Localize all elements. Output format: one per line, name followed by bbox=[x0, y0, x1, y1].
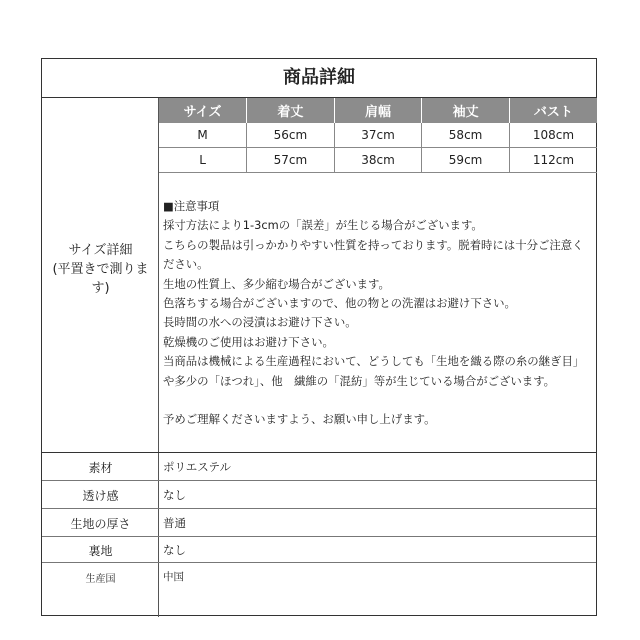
notes-line: ださい。 bbox=[163, 257, 209, 272]
notes-heading: ■注意事項 bbox=[163, 199, 220, 213]
detail-value-sheerness: なし bbox=[163, 488, 186, 502]
divider bbox=[42, 452, 596, 453]
notes-line: 採寸方法により1-3cmの「誤差」が生じる場合がございます。 bbox=[163, 218, 483, 233]
header-size: サイズ bbox=[159, 98, 247, 123]
table-cell: 57cm bbox=[247, 148, 335, 173]
detail-label-material: 素材 bbox=[88, 461, 113, 475]
detail-label-thickness: 生地の厚さ bbox=[70, 517, 131, 531]
table-cell: 38cm bbox=[334, 148, 422, 173]
table-cell: L bbox=[159, 148, 247, 173]
detail-value-material: ポリエステル bbox=[163, 460, 231, 474]
table-cell: 59cm bbox=[422, 148, 510, 173]
table-cell: 112cm bbox=[509, 148, 597, 173]
detail-label-sheerness: 透け感 bbox=[82, 489, 119, 503]
product-details-frame bbox=[41, 58, 597, 616]
detail-label-lining: 裏地 bbox=[88, 544, 113, 558]
notes-line bbox=[163, 391, 593, 410]
size-table bbox=[159, 98, 597, 173]
detail-label-origin: 生産国 bbox=[85, 574, 116, 585]
header-shoulder: 肩幅 bbox=[334, 98, 422, 123]
divider bbox=[42, 536, 596, 537]
notes-line: 乾燥機のご使用はお避け下さい。 bbox=[163, 334, 334, 349]
table-cell: 56cm bbox=[247, 123, 335, 148]
header-bust: バスト bbox=[509, 98, 597, 123]
notes-block bbox=[163, 197, 593, 429]
left-column-divider bbox=[42, 98, 159, 617]
table-cell: 108cm bbox=[509, 123, 597, 148]
notes-line: 予めご理解くださいますよう、お願い申し上げます。 bbox=[163, 412, 436, 427]
detail-value-origin: 中国 bbox=[163, 571, 184, 583]
detail-value-thickness: 普通 bbox=[163, 516, 186, 530]
size-table-header bbox=[159, 98, 597, 123]
table-cell: 58cm bbox=[422, 123, 510, 148]
notes-line: 長時間の水への浸漬はお避け下さい。 bbox=[163, 315, 357, 330]
notes-line: 色落ちする場合がございますので、他の物との洗濯はお避け下さい。 bbox=[163, 296, 516, 311]
notes-line: こちらの製品は引っかかりやすい性質を持っております。脱着時には十分ご注意く bbox=[163, 237, 584, 252]
table-cell: 37cm bbox=[334, 123, 422, 148]
size-section-label: サイズ詳細 (平置きで測りま す) bbox=[52, 243, 149, 296]
table-row bbox=[159, 148, 597, 173]
notes-line: や多少の「ほつれ」、他 繊維の「混紡」等が生じている場合がございます。 bbox=[163, 373, 556, 388]
notes-line: 当商品は機械による生産過程において、どうしても「生地を織る際の糸の継ぎ目」 bbox=[163, 354, 585, 369]
page-title: 商品詳細 bbox=[42, 59, 596, 98]
table-row bbox=[159, 123, 597, 148]
detail-value-lining: なし bbox=[163, 543, 186, 557]
header-length: 着丈 bbox=[247, 98, 335, 123]
divider bbox=[42, 508, 596, 509]
divider bbox=[42, 562, 596, 563]
header-sleeve: 袖丈 bbox=[422, 98, 510, 123]
divider bbox=[42, 480, 596, 481]
notes-line: 生地の性質上、多少縮む場合がございます。 bbox=[163, 276, 390, 291]
table-cell: M bbox=[159, 123, 247, 148]
